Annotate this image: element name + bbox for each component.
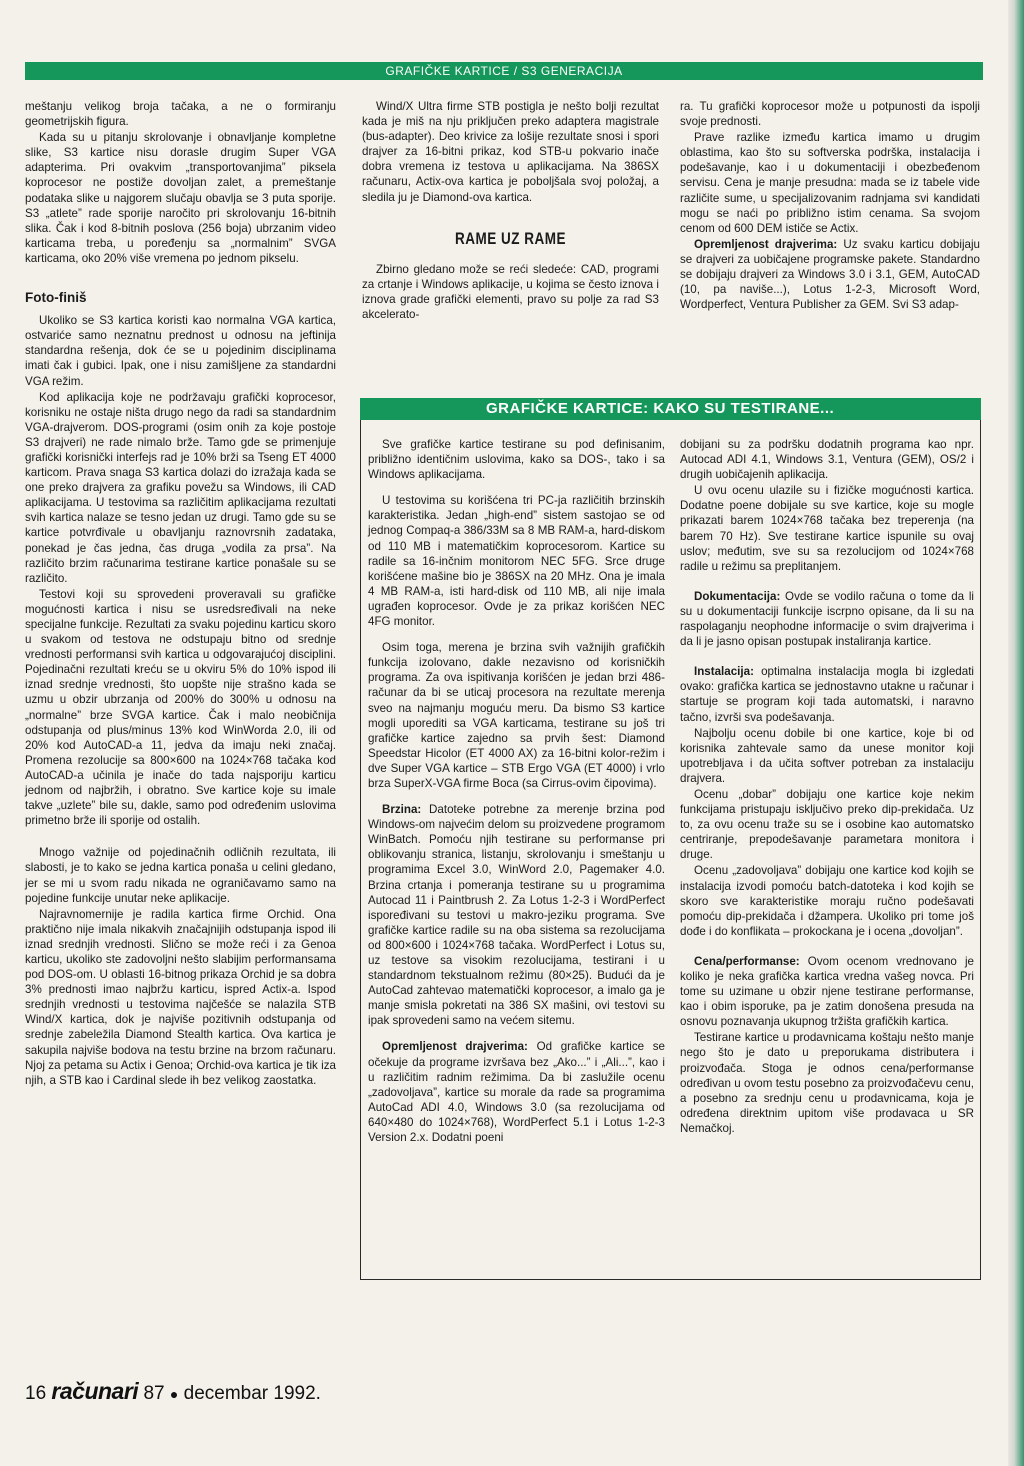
run-in-label: Brzina: [382, 803, 422, 817]
run-in-label: Opremljenost drajverima: [694, 237, 838, 251]
paragraph: Prave razlike između kartica imamo u drugim oblastima, kao što su softverska podrška, instalacija i podešavanje, kao i u dokumentaciji i obezbeđenom servisu. Cena je manje presudna: mada se iz tabele vide različite sume, u specijalizovanim radnjama svi kandidati mogu se naći po približno istim cenama. Sa svojom cenom od 600 DEM ističe se Actix. [680, 131, 980, 235]
box-column-right [680, 437, 974, 1137]
paragraph: Opremljenost drajverima: Uz svaku karticu dobijaju se drajveri za uobičajene programske pakete. Standardno se dobijaju drajveri za Windows 3.0 i 3.1, GEM, AutoCAD (10, pa naviše...), Lotus 1-2-3, Microsoft Word, Wordperfect, Ventura Publisher za GEM. Svi S3 adap- [680, 237, 980, 312]
issue-date: decembar 1992. [183, 1383, 321, 1404]
page-footer [25, 1379, 321, 1406]
paragraph: Testirane kartice u prodavnicama koštaju nešto manje nego što je dato u preporukama distributera i proizvođača. Stoga je odnos cena/performanse određivan u ovom testu posebno za proizvođačevu cenu, a posebno za srednju cenu u prodavnicama, koja je određena direktnim upitom više prodavaca u SR Nemačkoj. [680, 1031, 974, 1135]
paragraph: U testovima su korišćena tri PC-ja različitih brzinskih karakteristika. Jedan „high-end” sistem sastojao se od jednog Compaq-a 386/33M sa 8 MB RAM-a, hard-diskom od 110 MB i matematičkim koprocesorom. Kartice su radile sa 16-inčnim monitorom NEC 5FG. Srce druge korišćene mašine bio je 386SX na 20 MHz. Ona je imala 4 MB RAM-a, isti hard-disk od 110 MB, ali nije imala ugrađen koprocesor. Ovde je za prikaz korišćen NEC 4FG monitor. [368, 494, 665, 629]
paragraph: dobijani su za podršku dodatnih programa kao npr. Autocad ADI 4.1, Windows 3.1, Ventura (GEM), OS/2 i drugih uobičajenih aplikacija. [680, 438, 974, 482]
paragraph: Kod aplikacija koje ne podržavaju grafički koprocesor, korisniku ne ostaje ništa drugo nego da radi sa standardnim VGA-drajverom. DOS-programi (osim onih za koje postoje S3 drajveri) ne rade nimalo brže. Tamo gde se primenjuje grafički korisnički interfejs rad je 10% brži sa Tseng ET 4000 karticom. Prava snaga S3 kartica dolazi do izražaja kada se one preko drajvera za grafiku povežu sa Windows, ili CAD aplikacijama. U testovima sa različitim aplikacijama rezultati svih kartica nalaze se tesno jedan uz drugi. Tamo gde su se kartice potvrđivale u obavljanju raznovrsnih zadataka, ponekad je čas jedna, čas druga „vodila za prsa”. Na različito brzim računarima testirane kartice ponašale su se različito. [25, 390, 336, 585]
subheading-foto-finis: Foto-finiš [25, 290, 87, 306]
paragraph: Testovi koji su sprovedeni proveravali su grafičke mogućnosti kartica i nisu se usredsređivali na neke specijalne funkcije. Rezultati za svaku pojedinu karticu skoro u svakom od testova ne odstupaju bitno od srednje vrednosti performansi svih kartica u odgovarajućoj disciplini. Pojedinačni rezultati kreću se u okviru 5% do 10% ispod ili iznad srednje vrednosti, što uopšte nije strašno kada se uzmu u obzir ubrzanja od 200% do 300% u odnosu na „normalne” brze SVGA kartice. Čak i malo neobičnija odstupanja od plus/minus 13% kod WinWorda 2.0, ili od 20% kod AutoCAD-a 11, jedva da imaju neki značaj. Promena rezolucije sa 800×600 na 1024×768 tačaka kod AutoCAD-a učinila je inače do tada najsporiju karticu jednom od najbržih, i obratno. Sve kartice koje su imale takve „uzlete” bile su, dakle, samo pod određenim uslovima primetno brže ili sporije od ostalih. [25, 587, 336, 828]
run-in-label: Instalacija: [694, 665, 754, 679]
run-in-label: Opremljenost drajverima: [382, 1040, 528, 1054]
article-column-3 [680, 99, 980, 313]
paragraph: Dokumentacija: Ovde se vodilo računa o tome da li su u dokumentaciji funkcije iscrpno opisane, da li su na raspolaganju neophodne informacije o svim drajverima i da li je jasno opisan postupak instaliranja kartice. [680, 589, 974, 649]
paragraph: Najravnomernije je radila kartica firme Orchid. Ona praktično nije imala nikakvih značajnijih odstupanja ispod ili iznad srednjih vrednosti. Slično se može reći i za Genoa karticu, ukoliko ste zadovoljni nešto slabijim performansama pod DOS-om. U oblasti 16-bitnog prikaza Orchid je sa dobra 3% prednosti imao najbržu karticu, ispred Actix-a. Ispod srednjih vrednosti u testovima najčešće se nalazila STB Wind/X kartica, dok je najviše pozitivnih odstupanja od srednje zabeležila Diamond Stealth kartica. Ova kartica je sakupila najviše bodova na testu brzine na brzom računaru. Njoj za petama su Actix i Genoa; Orchid-ova kartica je tik iza njih, a STB kao i Cardinal slede ih bez velikog zaostatka. [25, 907, 336, 1087]
paragraph: Ocenu „dobar” dobijaju one kartice koje nekim funkcijama pristupaju isključivo preko dip-prekidača. Uz to, za ovu ocenu traže su se i osobine kao automatsko centriranje, prepodešavanje parametara monitora i druge. [680, 787, 974, 862]
paragraph: Opremljenost drajverima: Od grafičke kartice se očekuje da programe izvršava bez „Ako...” i „Ali...”, kao i u različitim radnim režimima. Da bi zaslužile ocenu „zadovoljava”, kartice su morale da rade sa programima AutoCad ADI 4.0, Windows 3.0 (sa rezolucijama od 640×480 do 1024×768), WordPerfect 5.1 i Lotus 1-2-3 Version 2.x. Dodatni poeni [368, 1040, 665, 1145]
paragraph: Ukoliko se S3 kartica koristi kao normalna VGA kartica, ostvariće samo neznatnu prednost u odnosu na jeftinija standardna rešenja, dok će se u pojedinim disciplinama imati čak i gubici. Ipak, one i nisu zamišljene za standardni VGA režim. [25, 314, 336, 388]
magazine-logo: računari [51, 1378, 139, 1404]
page-edge-shadow [1008, 0, 1024, 1466]
paragraph: meštanju velikog broja tačaka, a ne o formiranju geometrijskih figura. [25, 100, 336, 129]
paragraph: Sve grafičke kartice testirane su pod definisanim, približno identičnim uslovima, kako sa DOS-, tako i sa Windows aplikacijama. [368, 438, 665, 482]
paragraph: Ocenu „zadovoljava” dobijaju one kartice kod kojih se instalacija izvodi pomoću batch-datoteka i kod kojih se skoro sve karakteristike moraju ručno podešavati pomoću dip-prekidača i džampera. Ukoliko pri tome još dođe i do konflikata – prokockana je i ocena „dovoljan”. [680, 864, 974, 938]
bullet-separator: ● [169, 1385, 179, 1402]
subheading-rame-uz-rame: RAME UZ RAME [455, 229, 566, 248]
paragraph: Mnogo važnije od pojedinačnih odličnih rezultata, ili slabosti, je to kako se jedna kartica ponaša u celini gledano, jer se mi u svom radu nikada ne ograničavamo samo na pojedine funkcije unutar neke aplikacije. [25, 846, 336, 905]
article-column-1 [25, 99, 336, 1089]
paragraph: Brzina: Datoteke potrebne za merenje brzina pod Windows-om najvećim delom su proizvedene programom WinBatch. Pomoću njih testirane su performanse pri oblikovanju stranica, listanju, skrolovanju i smeštanju u programima Excel 3.0, WinWord 2.0, Pagemaker 4.0. Brzina crtanja i pomeranja testirane su u programima Autocad 11 i Paintbrush 2. Za Lotus 1-2-3 i WordPerfect ispoređivani su testovi u makro-jeziku programa. Sve grafičke kartice radile su na oba sistema sa rezolucijama od 800×600 i 1024×768 tačaka. WordPerfect i Lotus su, uz testove sa visokim rezolucijama, testirani i u standardnom tekstualnom režimu (80×25). Budući da je AutoCad zahtevao matematički koprocesor, a imalo ga je manje smisla pokretati na 386 SX mašini, ovi testovi su ipak sprovedeni samo na većem sitemu. [368, 803, 665, 1028]
paragraph: ra. Tu grafički koprocesor može u potpunosti da ispolji svoje prednosti. [680, 100, 980, 129]
sidebar-box-title: GRAFIČKE KARTICE: KAKO SU TESTIRANE... [360, 398, 981, 420]
paragraph: Wind/X Ultra firme STB postigla je nešto bolji rezultat kada je miš na nju priključen preko adaptera magistrale (bus-adapter). Deo krivice za lošije rezultate snosi i spori drajver za 16-bitni prikaz, kod STB-u pokvario inače dobra vremena iz testova u aplikacijama. Na 386SX računaru, Actix-ova kartica je poboljšala svoj položaj, a sledila ju je Diamond-ova kartica. [362, 100, 659, 204]
issue-number: 87 [143, 1383, 165, 1404]
paragraph: Instalacija: optimalna instalacija mogla bi izgledati ovako: grafička kartica se jednostavno utakne u računar i startuje se program koji tada automatski, i naravno tačno, izvrši sva podešavanja. [680, 665, 974, 724]
article-column-2 [362, 99, 659, 323]
run-in-label: Cena/performanse: [694, 954, 800, 968]
paragraph: Najbolju ocenu dobile bi one kartice, koje bi od korisnika zahtevale samo da unese monitor koji upotrebljava i da učita softver potreban za instalaciju drajvera. [680, 726, 974, 785]
run-in-label: Dokumentacija: [694, 589, 781, 603]
paragraph: Osim toga, merena je brzina svih važnijih grafičkih funkcija izolovano, dakle nezavisno od korisničkih programa. Za ova ispitivanja korišćen je jedan brzi 486-računar da bi se uticaj procesora na rezultate merenja sveo na najmanju moguću meru. Da bismo S3 kartice mogli uporediti sa VGA karticama, testirane su još tri grafičke kartice zajedno sa prvih šest: Diamond Speedstar Hicolor (ET 4000 AX) za 16-bitni kolor-režim i dve Super VGA kartice – STB Ergo VGA (ET 4000) i vrlo brza SuperX-VGA firme Boca (sa Cirrus-ovim čipovima). [368, 641, 665, 790]
paragraph: Zbirno gledano može se reći sledeće: CAD, programi za crtanje i Windows aplikacije, u kojima se često iznova i iznova grade grafički elementi, pravo su polje za rad S3 akcelerato- [362, 262, 659, 322]
paragraph: U ovu ocenu ulazile su i fizičke mogućnosti kartica. Dodatne poene dobijale su sve kartice, koje su mogle prikazati barem 1024×768 tačaka bez treperenja (na barem 70 Hz). Sve testirane kartice ispunile su ovaj uslov; međutim, sve su sa rezolucijom od 1024×768 radile u režimu sa preplitanjem. [680, 484, 974, 573]
paragraph: Kada su u pitanju skrolovanje i obnavljanje kompletne slike, S3 kartice nisu dorasle drugim Super VGA adapterima. Pri ovakvim „transportovanjima” piksela koprocesor ne postiže dovoljan zalet, a premeštanje podataka slike u najgorem slučaju obavlja se 3 puta sporije. S3 „atlete” rade sporije naročito pri skrolovanju 16-bitnih slika. Čak i kod 8-bitnih poslova (256 boja) ubrzanim video karticama treba, u poređenju sa „normalnim” SVGA karticama, oko 20% više vremena po jednom pikselu. [25, 131, 336, 265]
box-column-left [368, 437, 665, 1146]
section-header-band: GRAFIČKE KARTICE / S3 GENERACIJA [25, 62, 983, 80]
paragraph: Cena/performanse: Ovom ocenom vrednovano je koliko je neka grafička kartica vredna vašeg novca. Pri tome su uzimane u obzir njene testirane performanse, kao i obim isporuke, pa je zatim donošena presuda na osnovu poznavanja ukupnog tržišta grafičkih kartica. [680, 954, 974, 1029]
page-number: 16 [25, 1383, 47, 1404]
